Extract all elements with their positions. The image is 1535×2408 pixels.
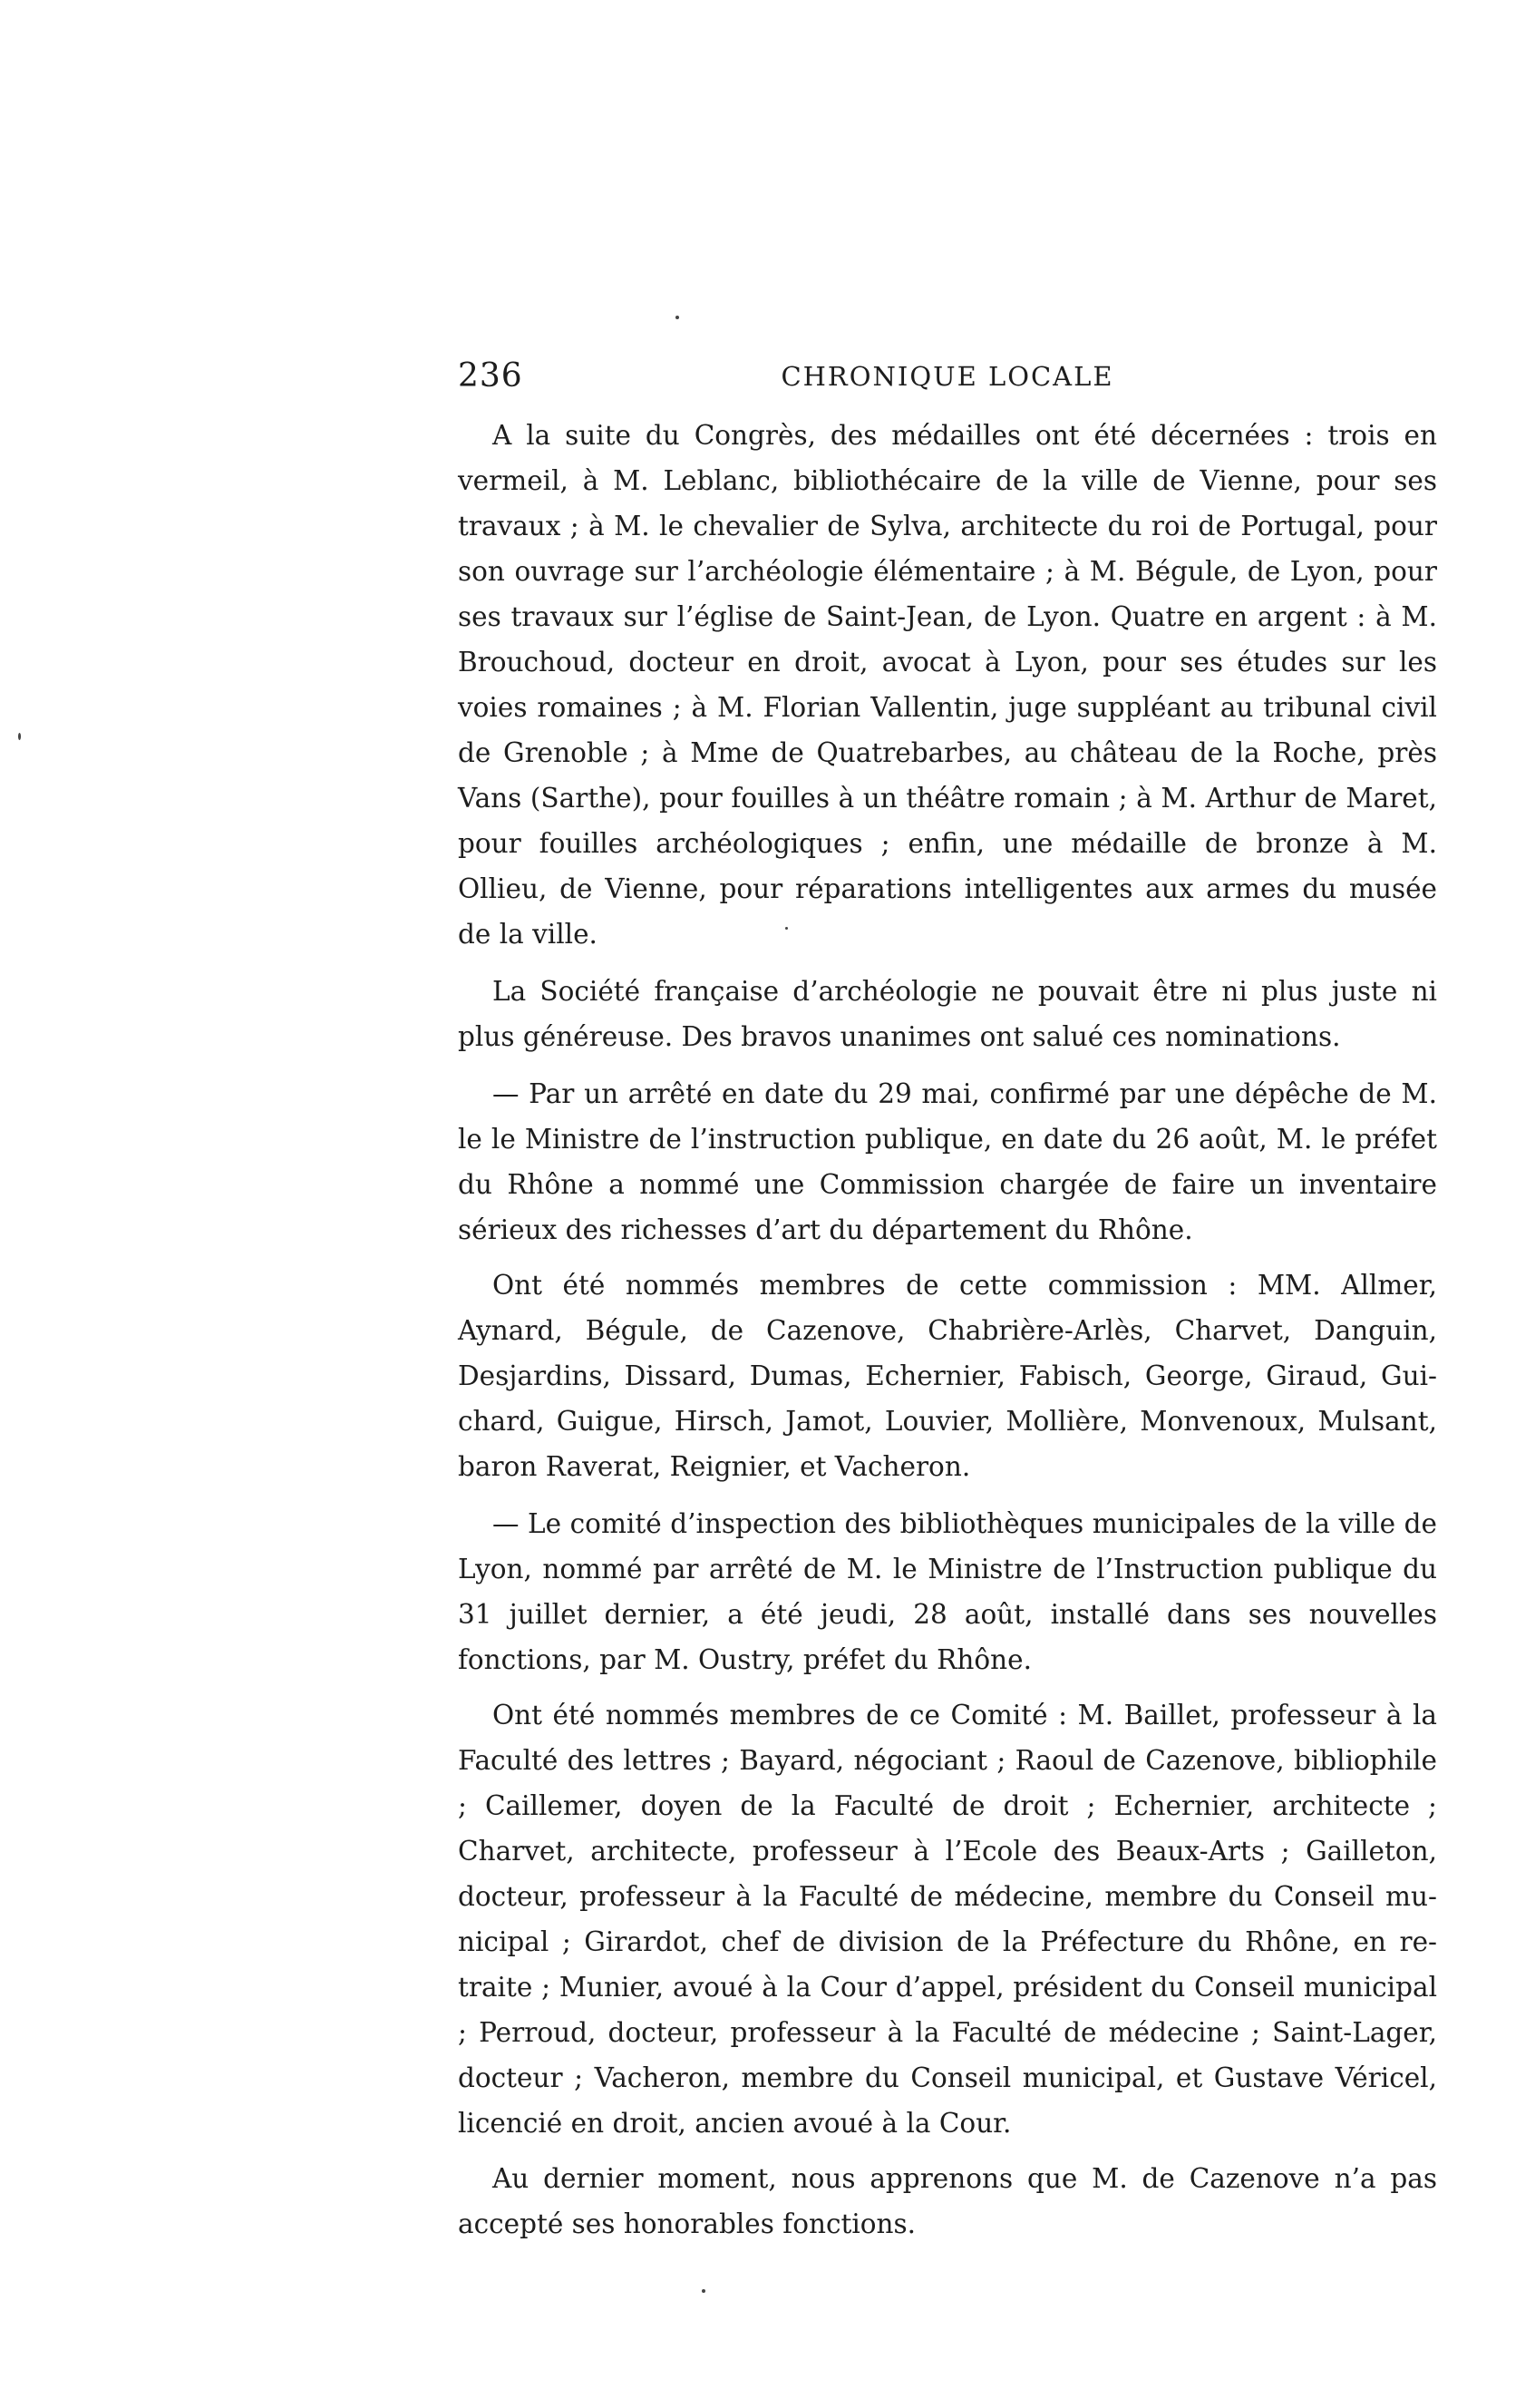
page-number: 236 (458, 357, 523, 395)
running-title: CHRONIQUE LOCALE (781, 361, 1114, 392)
ink-speck (18, 733, 21, 740)
ink-speck (702, 2289, 705, 2293)
paragraph-society: La Société française d’archéologie ne pouvait être ni plus juste ni plus généreuse. Des bravos unanimes ont salué ces nominations. (458, 976, 1437, 1052)
ink-speck (675, 316, 679, 319)
paragraph-library-committee: — Le comité d’inspection des bibliothèques municipales de la ville de Lyon, nommé par arrêté de M. le Ministre de l’Instruction publique du 31 juillet dernier, a été jeudi, 28 août, installé dans ses nouvelles fonctions, par M. Oustry, préfet du Rhône. (458, 1508, 1437, 1675)
body-text (458, 413, 1437, 2257)
paragraph-last-moment: Au dernier moment, nous apprenons que M. de Cazenove n’a pas accepté ses honorables fonctions. (458, 2163, 1437, 2239)
paragraph-commission-decree: — Par un arrêté en date du 29 mai, confirmé par une dépêche de M. le le Ministre de l’instruction publique, en date du 26 août, M. le préfet du Rhône a nommé une Commission chargée de faire un inventaire sérieux des richesses d’art du département du Rhône. (458, 1078, 1437, 1245)
paragraph-commission-members: Ont été nommés membres de cette commission : MM. Allmer, Aynard, Bégule, de Cazenove, Chabrière-Arlès, Charvet, Danguin, Desjardins, Dissard, Dumas, Echernier, Fabisch, George, Giraud, Guichard, Guigue, Hirsch, Jamot, Louvier, Mollière, Monvenoux, Mulsant, baron Raverat, Reignier, et Vacheron. (458, 1270, 1437, 1482)
page-header (458, 358, 1437, 395)
paragraph-medals: A la suite du Congrès, des médailles ont été décernées : trois en vermeil, à M. Leblanc, bibliothécaire de la ville de Vienne, pour ses travaux ; à M. le chevalier de Sylva, architecte du roi de Portugal, pour son ouvrage sur l’archéologie élémentaire ; à M. Bégule, de Lyon, pour ses travaux sur l’église de Saint-Jean, de Lyon. Quatre en argent : à M. Brouchoud, docteur en droit, avocat à Lyon, pour ses études sur les voies romaines ; à M. Florian Vallentin, juge suppléant au tribunal civil de Grenoble ; à Mme de Quatrebarbes, au château de la Roche, près Vans (Sarthe), pour fouilles à un théâtre romain ; à M. Arthur de Maret, pour fouilles archéologiques ; enfin, une médaille de bronze à M. Ollieu, de Vienne, pour réparations intelligentes aux armes du musée de la ville. (458, 420, 1437, 950)
paragraph-committee-members: Ont été nommés membres de ce Comité : M. Baillet, professeur à la Faculté des lettres ; Bayard, négociant ; Raoul de Cazenove, bibliophile ; Caillemer, doyen de la Faculté de droit ; Echernier, architecte ; Charvet, architecte, professeur à l’Ecole des Beaux-Arts ; Gailleton, docteur, professeur à la Faculté de médecine, membre du Conseil municipal ; Girardot, chef de division de la Préfecture du Rhône, en retraite ; Munier, avoué à la Cour d’appel, président du Conseil municipal ; Perroud, docteur, professeur à la Faculté de médecine ; Saint-Lager, docteur ; Vacheron, membre du Conseil municipal, et Gustave Véricel, licencié en droit, ancien avoué à la Cour. (458, 1700, 1437, 2139)
